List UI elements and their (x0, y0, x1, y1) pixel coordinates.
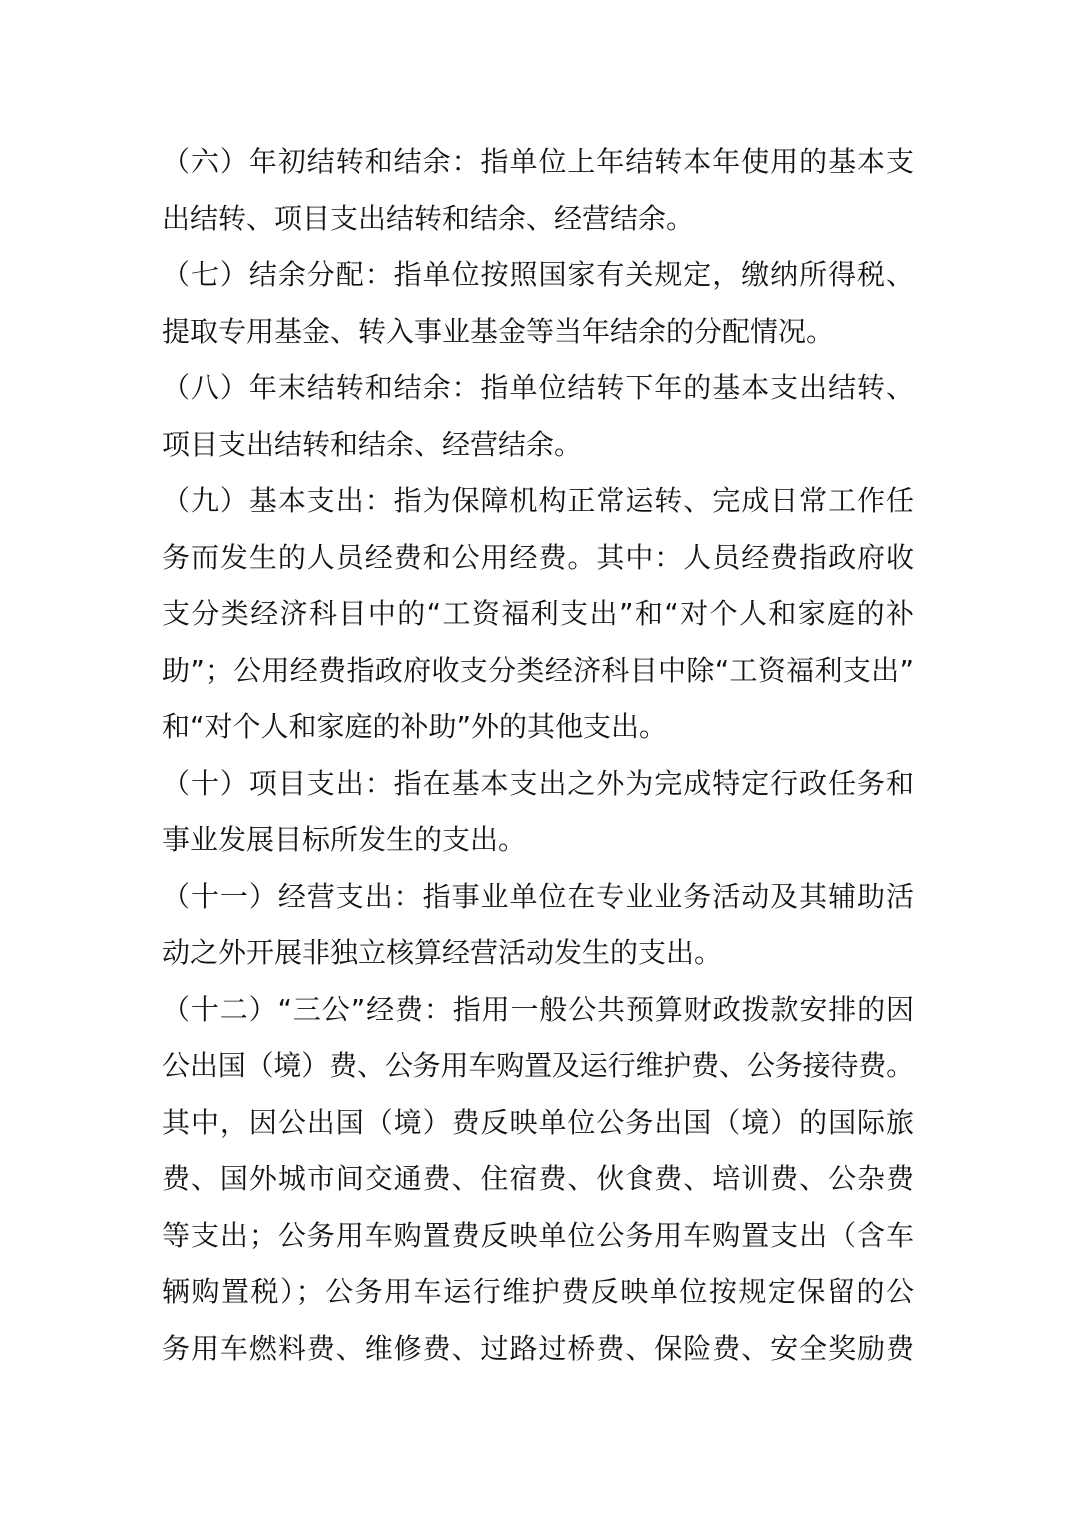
text-line: 提取专用基金、转入事业基金等当年结余的分配情况。 (162, 314, 835, 348)
text-line: 支分类经济科目中的“工资福利支出”和“对个人和家庭的补 (162, 597, 914, 630)
text-line: 其中，因公出国（境）费反映单位公务出国（境）的国际旅 (162, 1105, 914, 1139)
text-line: 辆购置税）；公务用车运行维护费反映单位按规定保留的公 (162, 1275, 914, 1308)
text-line: 务用车燃料费、维修费、过路过桥费、保险费、安全奖励费 (162, 1331, 914, 1365)
text-line: （十二）“三公”经费：指用一般公共预算财政拨款安排的因 (162, 992, 914, 1026)
text-line: （九）基本支出：指为保障机构正常运转、完成日常工作任 (162, 484, 914, 517)
text-line: （六）年初结转和结余：指单位上年结转本年使用的基本支 (162, 145, 914, 178)
text-line: 项目支出结转和结余、经营结余。 (162, 427, 583, 461)
text-line: 等支出；公务用车购置费反映单位公务用车购置支出（含车 (162, 1218, 914, 1252)
text-line: 助”；公用经费指政府收支分类经济科目中除“工资福利支出” (162, 653, 914, 687)
text-line: 出结转、项目支出结转和结余、经营结余。 (162, 201, 695, 235)
text-line: 公出国（境）费、公务用车购置及运行维护费、公务接待费。 (162, 1049, 915, 1082)
document-body (162, 134, 914, 1377)
text-line: （十一）经营支出：指事业单位在专业业务活动及其辅助活 (162, 879, 914, 913)
text-line: 和“对个人和家庭的补助”外的其他支出。 (162, 710, 668, 743)
text-line: （十）项目支出：指在基本支出之外为完成特定行政任务和 (162, 766, 914, 800)
text-line: 务而发生的人员经费和公用经费。其中：人员经费指政府收 (162, 540, 914, 574)
text-line: （八）年末结转和结余：指单位结转下年的基本支出结转、 (162, 371, 914, 404)
text-line: （七）结余分配：指单位按照国家有关规定，缴纳所得税、 (162, 258, 914, 291)
text-line: 费、国外城市间交通费、住宿费、伙食费、培训费、公杂费 (162, 1162, 914, 1195)
text-line: 动之外开展非独立核算经营活动发生的支出。 (162, 936, 723, 969)
text-line: 事业发展目标所发生的支出。 (162, 823, 527, 856)
